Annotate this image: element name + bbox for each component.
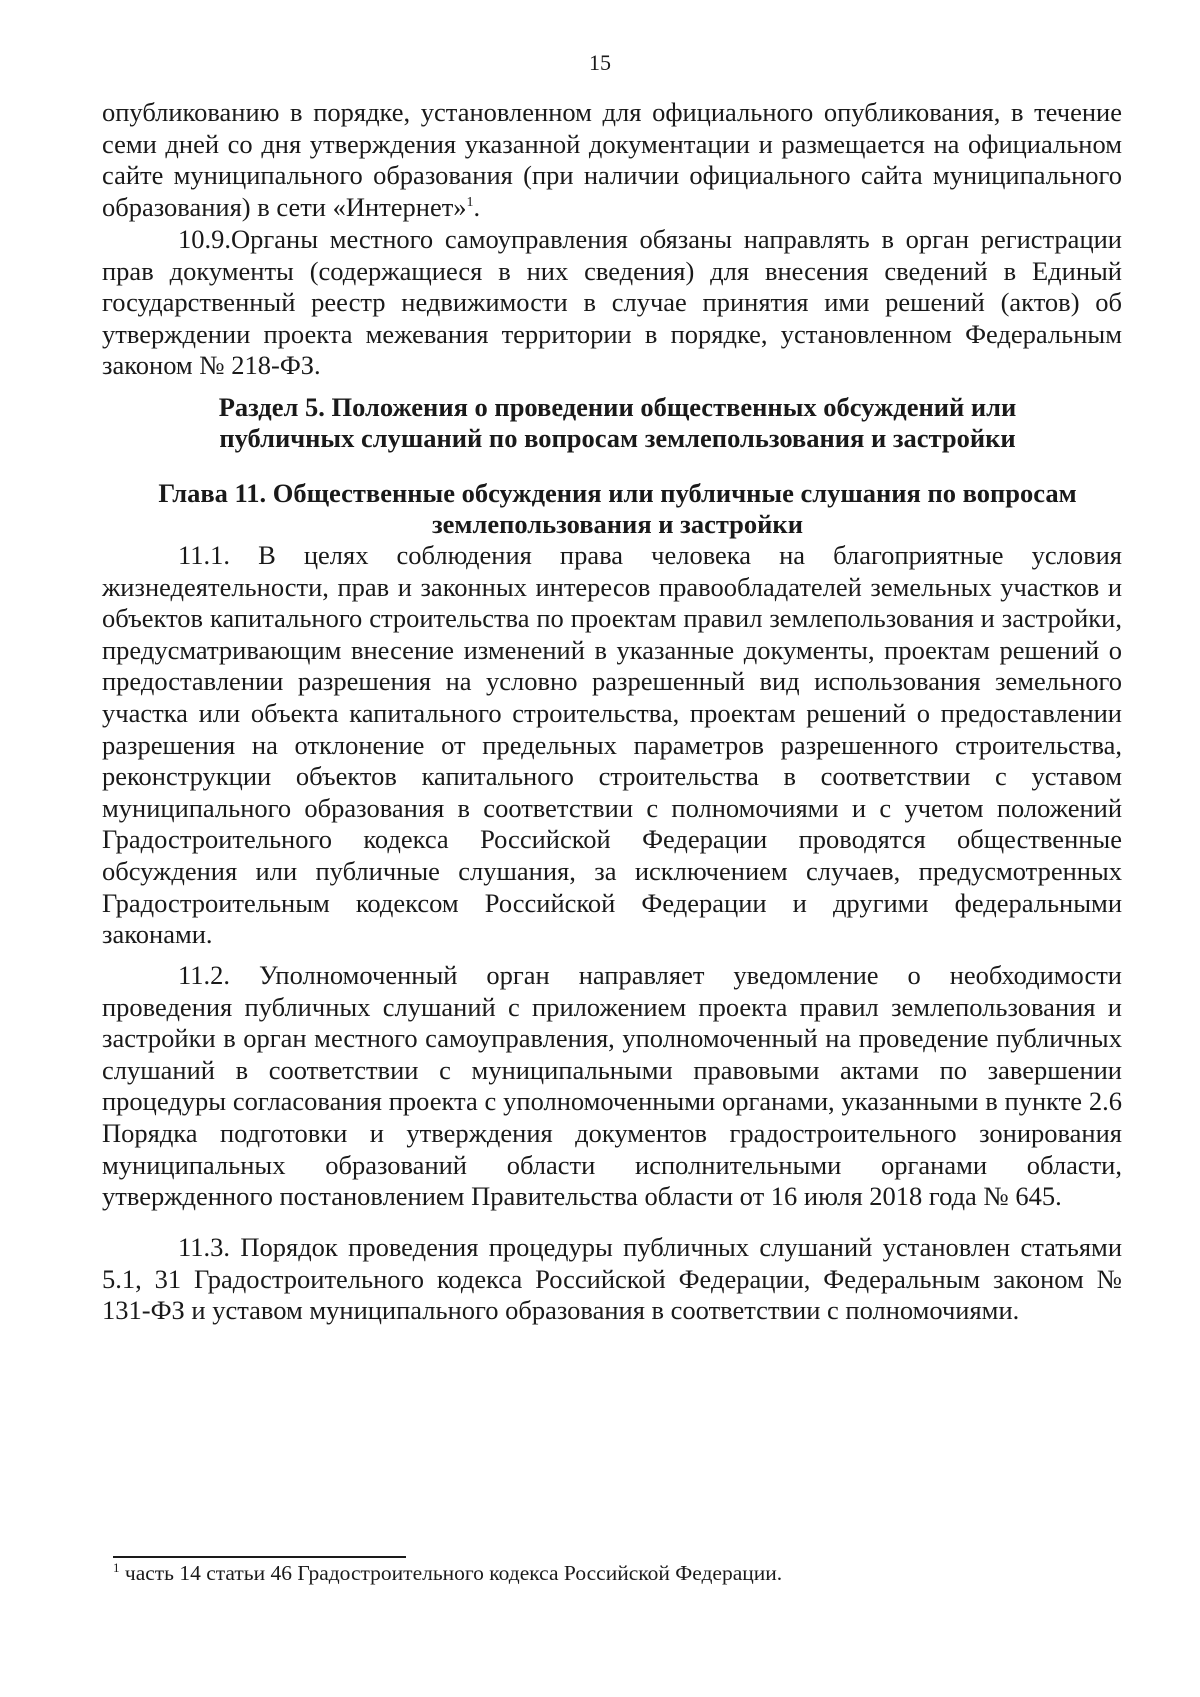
intro-paragraph-text: опубликованию в порядке, установленном для официального опубликования, в течение семи дней со дня утверждения указанной документации и размещается на официальном сайте муниципального образования (при наличии официального сайта муниципального образования) в сети «Интернет» <box>102 97 1122 222</box>
page-number: 15 <box>589 50 611 75</box>
paragraph-11-1-block <box>102 540 1122 951</box>
footnote-text: часть 14 статьи 46 Градостроительного кодекса Российской Федерации. <box>119 1561 783 1585</box>
paragraph-11-2-block <box>102 960 1122 1213</box>
footnote-reference: 1 <box>466 194 474 210</box>
footnote <box>113 1560 1113 1586</box>
intro-paragraph-tail: . <box>473 191 481 222</box>
footnote-marker: 1 <box>113 1559 120 1575</box>
paragraph-11-1: 11.1. В целях соблюдения права человека на благоприятные условия жизнедеятельности, прав и законных интересов правообладателей земельных участков и объектов капитального строительства по проектам правил землепользования и застройки, предусматривающим внесение изменений в указанные документы, проектам решений о предоставлении разрешения на условно разрешенный вид использования земельного участка или объекта капитального строительства, проектам решений о предоставлении разрешения на отклонение от предельных параметров разрешенного строительства, реконструкции объектов капитального строительства в соответствии с уставом муниципального образования в соответствии с полномочиями и с учетом положений Градостроительного кодекса Российской Федерации проводятся общественные обсуждения или публичные слушания, за исключением случаев, предусмотренных Градостроительным кодексом Российской Федерации и другими федеральными законами. <box>102 540 1122 950</box>
paragraph-10-9: 10.9.Органы местного самоуправления обязаны направлять в орган регистрации прав документы (содержащиеся в них сведения) для внесения сведений в Единый государственный реестр недвижимости в случае принятия ими решений (актов) об утверждении проекта межевания территории в порядке, установленном Федеральным законом № 218-ФЗ. <box>102 224 1122 381</box>
paragraph-11-3: 11.3. Порядок проведения процедуры публичных слушаний установлен статьями 5.1, 31 Градостроительного кодекса Российской Федерации, Федеральным законом № 131-ФЗ и уставом муниципального образования в соответствии с полномочиями. <box>102 1232 1122 1326</box>
paragraph-11-3-block <box>102 1232 1122 1327</box>
footnote-divider <box>113 1556 406 1558</box>
chapter-heading: Глава 11. Общественные обсуждения или публичные слушания по вопросам землепользования и застройки <box>158 478 1077 539</box>
paragraph-11-2: 11.2. Уполномоченный орган направляет уведомление о необходимости проведения публичных слушаний с приложением проекта правил землепользования и застройки в орган местного самоуправления, уполномоченный на проведение публичных слушаний в соответствии с муниципальными правовыми актами по завершении процедуры согласования проекта с уполномоченными органами, указанными в пункте 2.6 Порядка подготовки и утверждения документов градостроительного зонирования муниципальных образований области исполнительными органами области, утвержденного постановлением Правительства области от 16 июля 2018 года № 645. <box>102 960 1122 1212</box>
intro-paragraph <box>102 97 1122 223</box>
section-heading: Раздел 5. Положения о проведении общественных обсуждений или публичных слушаний по вопросам землепользования и застройки <box>218 392 1017 453</box>
paragraph-10-9-block <box>102 224 1122 382</box>
